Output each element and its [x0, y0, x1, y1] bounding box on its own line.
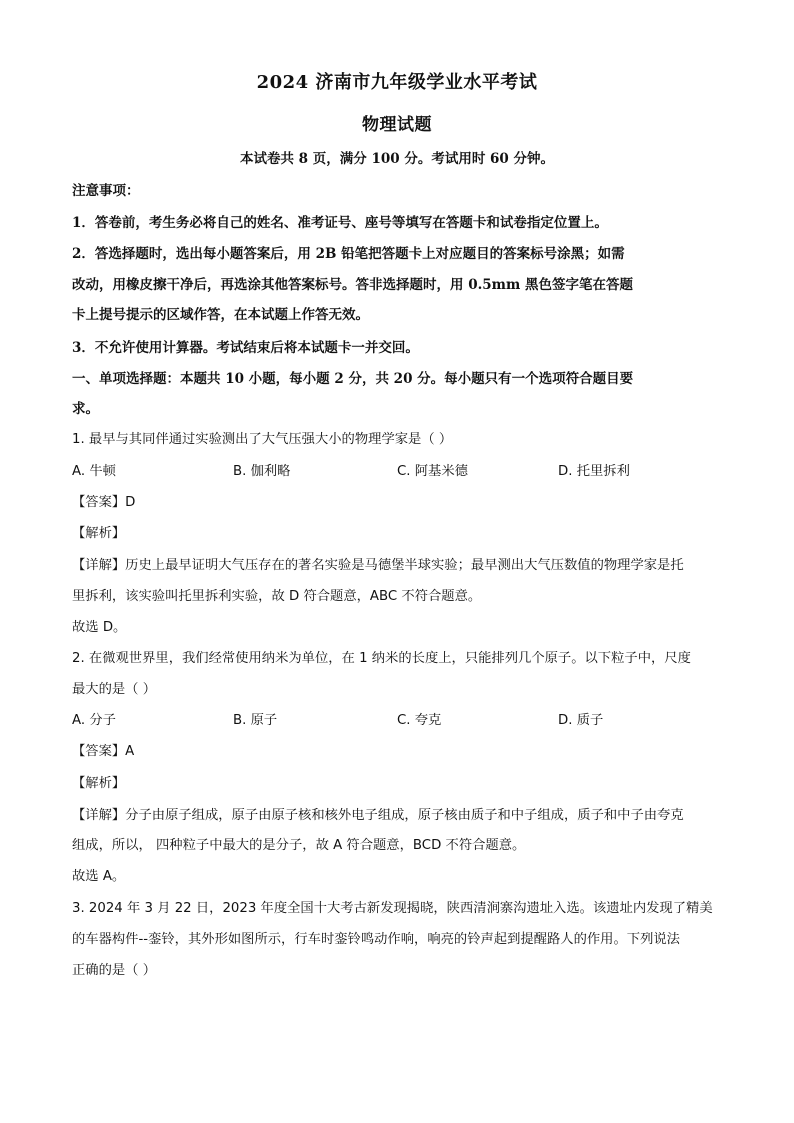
q1-option-a: A. 牛顿 [72, 464, 116, 479]
q2-analysis-label: 【解析】 [72, 776, 126, 791]
q1-stem: 1. 最早与其同伴通过实验测出了大气压强大小的物理学家是（ ） [72, 432, 453, 447]
q3-stem-line-2: 的车器构件--銮铃，其外形如图所示，行车时銮铃鸣动作响，响亮的铃声起到提醒路人的作用。下列说法 [72, 932, 680, 947]
q2-stem-line-2: 最大的是（ ） [72, 682, 157, 697]
note-item-2-line-2: 改动，用橡皮擦干净后，再选涂其他答案标号。答非选择题时，用 0.5mm 黑色签字笔在答题 [72, 277, 633, 293]
q3-stem-line-3: 正确的是（ ） [72, 963, 157, 978]
q2-option-a: A. 分子 [72, 713, 116, 728]
q1-answer: 【答案】D [72, 495, 136, 510]
exam-title: 2024 济南市九年级学业水平考试 [256, 72, 538, 93]
q2-answer: 【答案】A [72, 744, 135, 759]
q2-option-c: C. 夸克 [397, 713, 442, 728]
notes-heading: 注意事项： [72, 183, 140, 199]
q2-detail-line-1: 【详解】分子由原子组成，原子由原子核和核外电子组成，原子核由质子和中子组成，质子和中子由夸克 [72, 808, 684, 823]
q2-option-b: B. 原子 [233, 713, 278, 728]
q1-option-c: C. 阿基米德 [397, 464, 468, 479]
note-item-2-line-3: 卡上提号提示的区域作答，在本试题上作答无效。 [72, 307, 369, 323]
q2-option-d: D. 质子 [558, 713, 604, 728]
section-heading-line-1: 一、单项选择题：本题共 10 小题，每小题 2 分，共 20 分。每小题只有一个选项符合题目要 [72, 371, 634, 387]
q1-analysis-label: 【解析】 [72, 526, 126, 541]
q3-stem-line-1: 3. 2024 年 3 月 22 日，2023 年度全国十大考古新发现揭晓，陕西清涧寨沟遗址入选。该遗址内发现了精美 [72, 901, 713, 916]
q1-detail-line-2: 里拆利，该实验叫托里拆利实验，故 D 符合题意，ABC 不符合题意。 [72, 589, 482, 604]
q1-conclusion: 故选 D。 [72, 620, 127, 635]
note-item-1: 1．答卷前，考生务必将自己的姓名、准考证号、座号等填写在答题卡和试卷指定位置上。 [72, 215, 608, 231]
q2-stem-line-1: 2. 在微观世界里，我们经常使用纳米为单位，在 1 纳米的长度上，只能排列几个原子。以下粒子中，尺度 [72, 651, 691, 666]
subject-title: 物理试题 [362, 115, 432, 135]
q1-option-d: D. 托里拆利 [558, 464, 630, 479]
note-item-2-line-1: 2．答选择题时，选出每小题答案后，用 2B 铅笔把答题卡上对应题目的答案标号涂黑；如需 [72, 246, 625, 262]
exam-info: 本试卷共 8 页，满分 100 分。考试用时 60 分钟。 [239, 151, 555, 167]
q2-detail-line-2: 组成，所以， 四种粒子中最大的是分子，故 A 符合题意，BCD 不符合题意。 [72, 838, 526, 853]
q1-option-b: B. 伽利略 [233, 464, 291, 479]
section-heading-line-2: 求。 [72, 401, 99, 417]
note-item-3: 3．不允许使用计算器。考试结束后将本试题卡一并交回。 [72, 340, 419, 356]
q1-detail-line-1: 【详解】历史上最早证明大气压存在的著名实验是马德堡半球实验；最早测出大气压数值的物理学家是托 [72, 558, 684, 573]
q2-conclusion: 故选 A。 [72, 869, 126, 884]
